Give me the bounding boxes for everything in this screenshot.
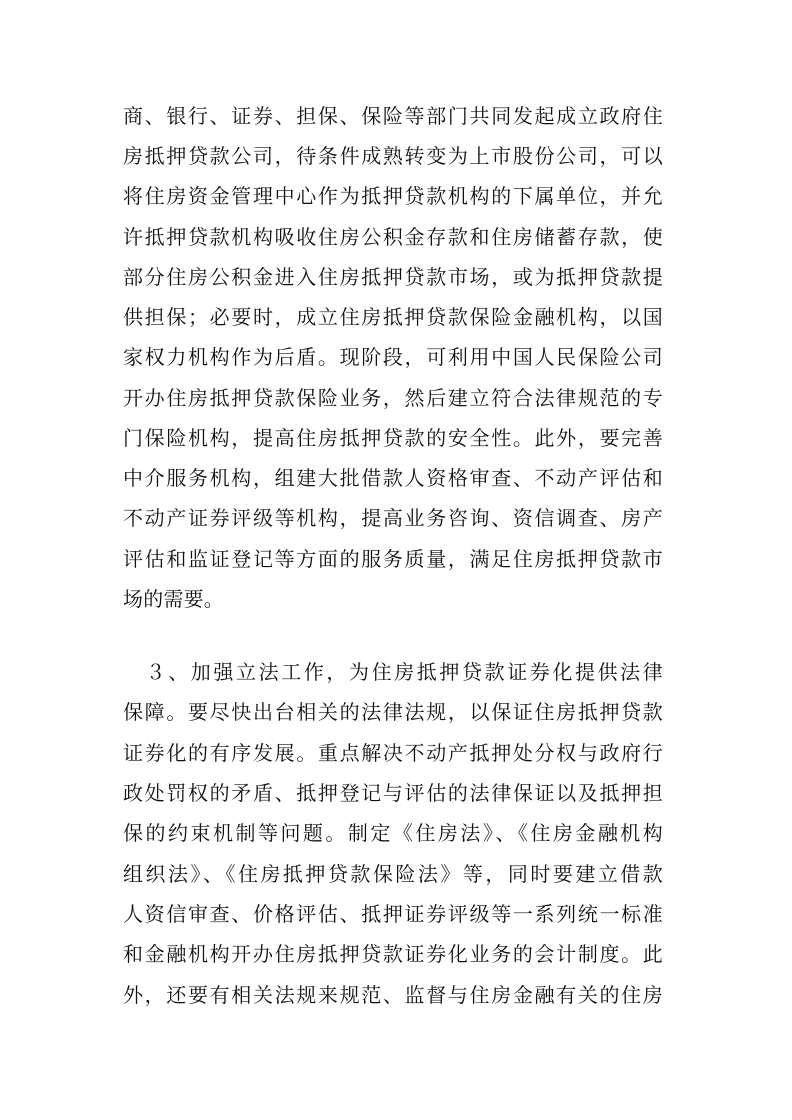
- body-text-line-5: 部分住房公积金进入住房抵押贷款市场，或为抵押贷款提: [123, 265, 663, 289]
- body-text-line-7: 家权力机构作为后盾。现阶段，可利用中国人民保险公司: [123, 345, 663, 369]
- body-text-line-22: 外，还要有相关法规来规范、监督与住房金融有关的住房: [123, 983, 663, 1007]
- body-text-line-20: 人资信审查、价格评估、抵押证券评级等一系列统一标准: [123, 902, 663, 926]
- body-text-line-16: 证券化的有序发展。重点解决不动产抵押处分权与政府行: [123, 741, 663, 765]
- body-text-line-18: 保的约束机制等问题。制定《住房法》、《住房金融机构: [123, 821, 663, 845]
- body-text-line-13: 场的需要。: [123, 587, 224, 611]
- body-text-line-8: 开办住房抵押贷款保险业务，然后建立符合法律规范的专: [123, 386, 663, 410]
- body-text-line-1: 商、银行、证券、担保、保险等部门共同发起成立政府住: [123, 104, 663, 128]
- body-text-line-11: 不动产证券评级等机构，提高业务咨询、资信调查、房产: [123, 506, 663, 530]
- body-text-line-12: 评估和监证登记等方面的服务质量，满足住房抵押贷款市: [123, 547, 663, 571]
- body-text-line-2: 房抵押贷款公司，待条件成熟转变为上市股份公司，可以: [123, 144, 663, 168]
- body-text-line-15: 保障。要尽快出台相关的法律法规，以保证住房抵押贷款: [123, 700, 663, 724]
- body-text-line-6: 供担保；必要时，成立住房抵押贷款保险金融机构，以国: [123, 305, 663, 329]
- body-text-line-23: [123, 1020, 663, 1050]
- body-text-line-9: 门保险机构，提高住房抵押贷款的安全性。此外，要完善: [123, 426, 663, 450]
- body-text-line-21: 和金融机构开办住房抵押贷款证券化业务的会计制度。此: [123, 942, 663, 966]
- section-heading-line: ３、加强立法工作，为住房抵押贷款证券化提供法律: [123, 660, 663, 684]
- body-text-line-19: 组织法》、《住房抵押贷款保险法》等，同时要建立借款: [123, 862, 663, 886]
- body-text-line-4: 许抵押贷款机构吸收住房公积金存款和住房储蓄存款，使: [123, 225, 663, 249]
- body-text-line-3: 将住房资金管理中心作为抵押贷款机构的下属单位，并允: [123, 184, 663, 208]
- body-text-line-17: 政处罚权的矛盾、抵押登记与评估的法律保证以及抵押担: [123, 781, 663, 805]
- body-text-line-10: 中介服务机构，组建大批借款人资格审查、不动产评估和: [123, 466, 663, 490]
